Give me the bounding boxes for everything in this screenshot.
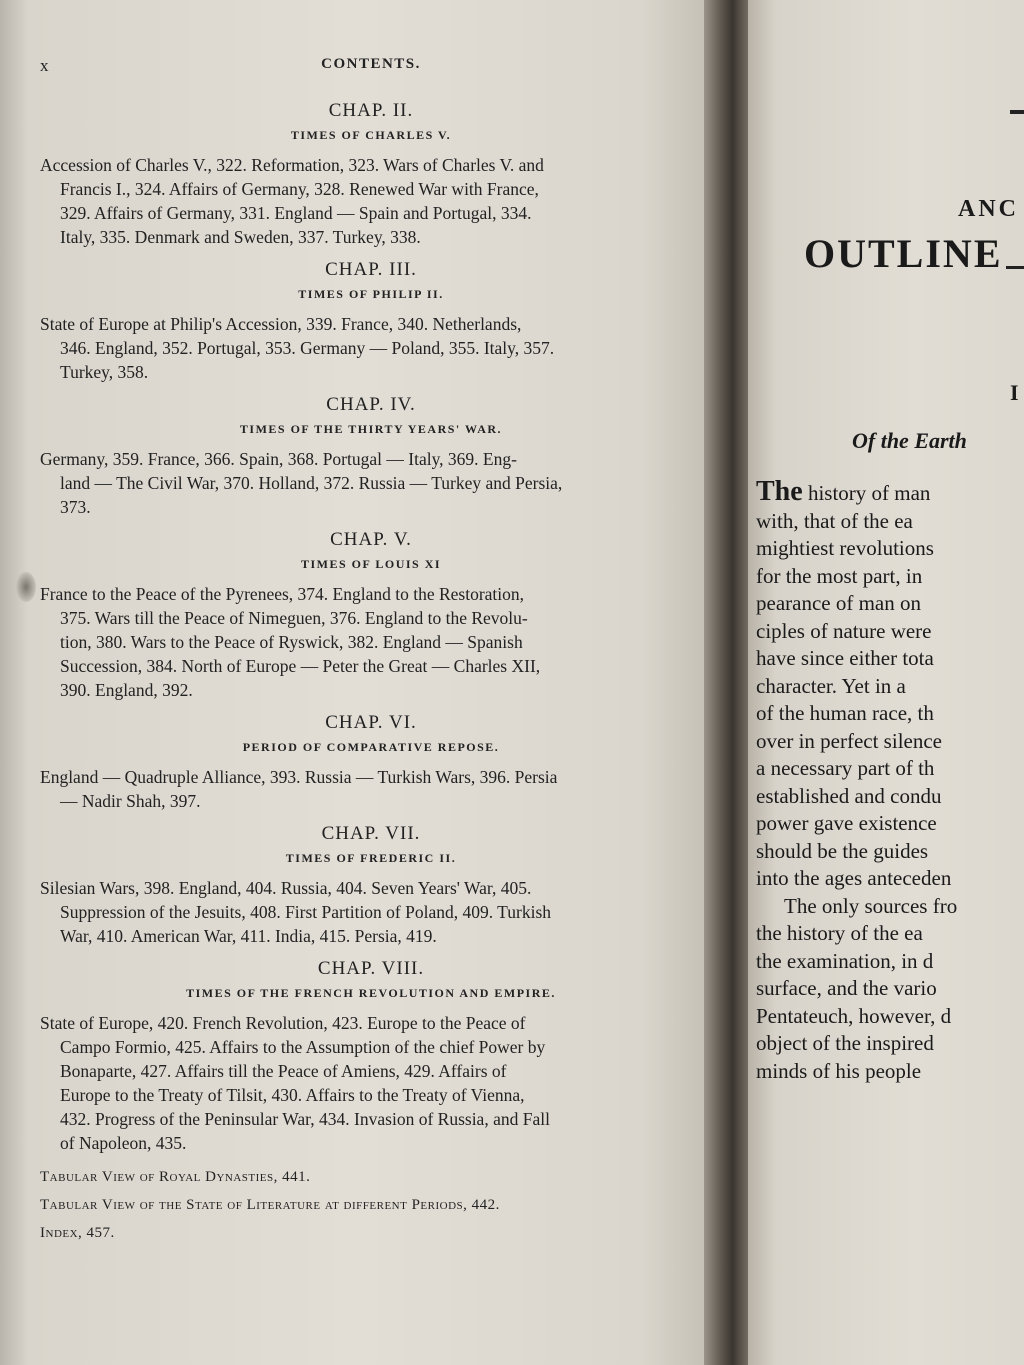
summary-line: Bonaparte, 427. Affairs till the Peace of Amiens, 429. Affairs of [60,1061,507,1081]
summary-line: 432. Progress of the Peninsular War, 434. Invasion of Russia, and Fall [60,1109,550,1129]
body-line: of the human race, th [756,701,934,725]
body-line: the examination, in d [756,948,934,973]
summary-line: Germany, 359. France, 366. Spain, 368. Portugal — Italy, 369. Eng- [40,449,517,469]
tabular-entry: Tabular View of Royal Dynasties, 441. [40,1169,311,1185]
part-rule [1006,266,1024,269]
chapter-summary [40,447,702,519]
body-line: mightiest revolutions [756,536,934,560]
right-page-content [758,230,1024,277]
page-number: x [40,56,50,75]
summary-line: Silesian Wars, 398. England, 404. Russia, 404. Seven Years' War, 405. [40,878,532,898]
summary-line: France to the Peace of the Pyrenees, 374. England to the Restoration, [40,584,525,604]
tabular-entries [40,1163,702,1247]
body-line: ciples of nature were [756,618,932,643]
body-line: a necessary part of th [756,756,935,780]
page-stain [16,572,36,602]
chapter-entry [40,529,702,702]
chapter-entry [40,712,702,813]
summary-line: 390. England, 392. [60,680,193,700]
body-line: have since either tota [756,646,934,670]
chapter-title: CHAP. VIII. [317,958,425,979]
summary-line: — Nadir Shah, 397. [60,791,201,811]
body-line: character. Yet in a [756,673,906,698]
body-line: minds of his people [756,1058,922,1083]
chapter-entry [40,100,702,249]
body-line [756,478,957,508]
chapter-title: CHAP. V. [330,529,412,550]
chapter-title: CHAP. VI. [325,712,417,733]
summary-line: Accession of Charles V., 322. Reformation, 323. Wars of Charles V. and [40,155,544,175]
chapter-entry [40,823,702,948]
title-rule [1010,110,1024,114]
chapter-subtitle: TIMES OF THE THIRTY YEARS' WAR. [239,422,503,436]
body-line: over in perfect silence [756,728,942,753]
body-line: The only sources fro [784,893,958,918]
summary-line: 346. England, 352. Portugal, 353. Germany — Poland, 355. Italy, 357. [60,338,555,358]
body-line: pearance of man on [756,591,921,615]
chapter-list [40,100,702,1155]
chapter-entry [40,394,702,519]
tabular-entry: Index, 457. [40,1225,115,1241]
page-header [40,56,702,90]
summary-line: Italy, 335. Denmark and Sweden, 337. Turkey, 338. [60,227,421,247]
body-line: object of the inspired [756,1031,934,1055]
right-page [748,0,1024,1365]
summary-line: 373. [60,497,91,517]
chapter-summary [40,1011,702,1155]
body-line: surface, and the vario [756,976,937,1000]
summary-line: State of Europe, 420. French Revolution, 423. Europe to the Peace of [40,1013,526,1033]
body-text [756,478,957,1085]
section-numeral: I [1010,380,1019,405]
summary-line: Suppression of the Jesuits, 408. First Partition of Poland, 409. Turkish [60,902,552,922]
dropcap-word: The [756,476,803,507]
summary-line: Campo Formio, 425. Affairs to the Assumption of the chief Power by [60,1037,546,1057]
summary-line: tion, 380. Wars to the Peace of Ryswick, 382. England — Spanish [60,632,523,652]
outline-title: OUTLINE [804,231,1003,276]
body-line-text: history of man [802,481,931,505]
body-line: for the most part, in [756,563,923,588]
chapter-subtitle: TIMES OF LOUIS XI [300,557,442,571]
running-head: CONTENTS. [321,56,421,72]
body-line: into the ages anteceden [756,866,952,890]
contents-page [40,56,702,1247]
chapter-subtitle: TIMES OF CHARLES V. [290,128,452,142]
section-heading: Of the Earth [852,428,967,453]
chapter-entry [40,259,702,384]
body-line: with, that of the ea [756,508,913,533]
summary-line: 329. Affairs of Germany, 331. England — Spain and Portugal, 334. [60,203,532,223]
chapter-subtitle: TIMES OF THE FRENCH REVOLUTION AND EMPIRE. [186,986,556,1000]
chapter-title: CHAP. III. [325,259,417,280]
summary-line: land — The Civil War, 370. Holland, 372. Russia — Turkey and Persia, [60,473,563,493]
chapter-title: CHAP. IV. [326,394,416,415]
chapter-entry [40,958,702,1155]
summary-line: of Napoleon, 435. [60,1133,187,1153]
chapter-summary [40,765,702,813]
chapter-title: CHAP. VII. [321,823,421,844]
summary-line: Francis I., 324. Affairs of Germany, 328. Renewed War with France, [60,179,539,199]
summary-line: 375. Wars till the Peace of Nimeguen, 376. England to the Revolu- [60,608,528,628]
summary-line: State of Europe at Philip's Accession, 339. France, 340. Netherlands, [40,314,522,334]
summary-line: War, 410. American War, 411. India, 415. Persia, 419. [60,926,437,946]
chapter-title: CHAP. II. [328,100,414,121]
body-line: established and condu [756,783,942,808]
chapter-subtitle: TIMES OF FREDERIC II. [285,851,457,865]
summary-line: Turkey, 358. [60,362,149,382]
summary-line: Succession, 384. North of Europe — Peter the Great — Charles XII, [60,656,541,676]
summary-line: England — Quadruple Alliance, 393. Russia — Turkish Wars, 396. Persia [40,767,558,787]
chapter-subtitle: TIMES OF PHILIP II. [298,287,444,301]
chapter-summary [40,582,702,702]
chapter-subtitle: PERIOD OF COMPARATIVE REPOSE. [242,740,500,754]
body-line: should be the guides [756,838,929,863]
summary-line: Europe to the Treaty of Tilsit, 430. Affairs to the Treaty of Vienna, [60,1085,525,1105]
body-line: the history of the ea [756,921,923,945]
chapter-summary [40,876,702,948]
body-line: Pentateuch, however, d [756,1003,952,1028]
part-heading: ANC [958,196,1019,222]
body-line: power gave existence [756,811,937,835]
chapter-summary [40,312,702,384]
chapter-summary [40,153,702,249]
tabular-entry: Tabular View of the State of Literature at different Periods, 442. [40,1197,500,1213]
